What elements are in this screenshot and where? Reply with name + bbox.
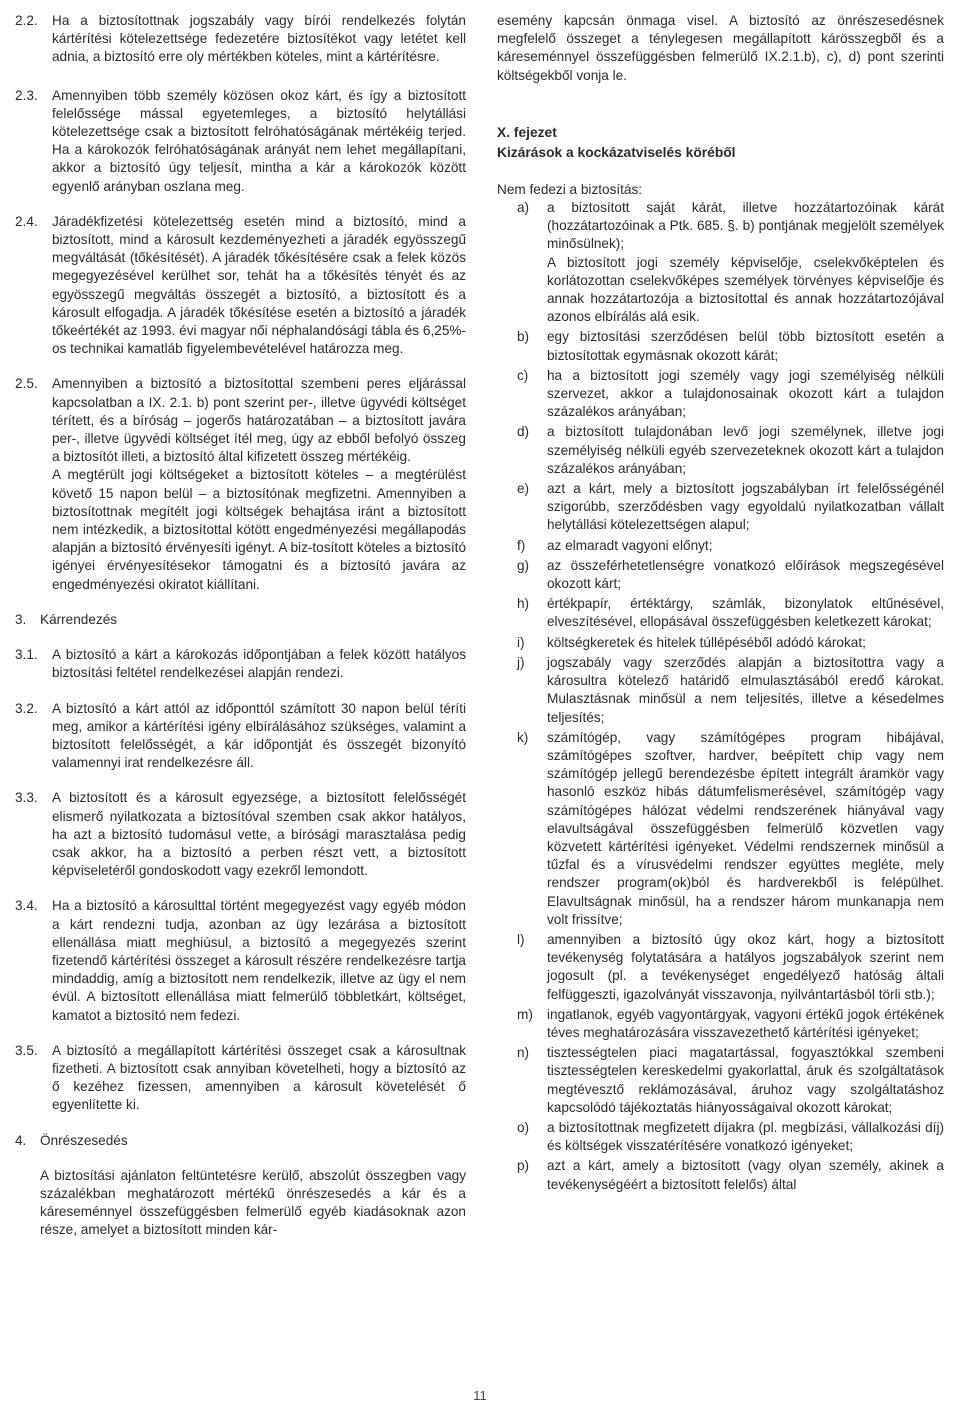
exclusions-list — [497, 199, 944, 1194]
page-number: 11 — [473, 1388, 487, 1403]
heading-number: 4. — [15, 1132, 27, 1148]
heading-3 — [15, 611, 466, 629]
list-item — [497, 480, 944, 535]
section-text: A biztosított és a károsult egyezsége, a biztosított felelősségét elismerő nyilatkozata a biztosítóval szemben csak akkor hatályos, ha azt a biztosító tudomásul vette, a bírósági marasztalása pedig csak akkor, ha a biztosító a perben részt vett, a biztosított képviseletéről gondoskodott vagy ezekről lemondott. — [52, 790, 466, 879]
section-text: Amennyiben a biztosító a biztosítottal szembeni peres eljárással kapcsolatban a IX. 2.1. b) pont szerint per-, illetve ügyvédi költséget térített, és a bíróság – jogerős határozatában – a biztosított javára per-, illetve ügyvédi költséget ítél meg, úgy az ebből befolyó összeg a biztosítót illeti, a biztosító által kifizetett összeg mértékéig. — [52, 376, 466, 465]
section-text: Ha a biztosító a károsulttal történt megegyezést vagy egyéb módon a kárt rendezni tudja, azonban az ügy lezárása a biztosított ellenállása miatt meghiúsul, a biztosító a megegyezés szerint fizetendő kártérítési összeget a károsult részére rendelkezésre tartja mindaddig, amíg a biztosított nem rendelkezik, illetve az ügy el nem évül. A biztosított ellenállása miatt felmerülő többletkárt, költséget, kamatot a biztosító nem fedezi. — [52, 898, 466, 1023]
list-item-subtext: A biztosított jogi személy képviselője, cselekvőképtelen és korlátozottan cselekvőképes személyek törvényes képviselője és annak hozzátartozója a biztosítottal és annak hozzátartozójával azonos elbírálás alá esik. — [547, 254, 944, 325]
list-item-label: g) — [517, 557, 530, 573]
list-item-label: n) — [517, 1045, 530, 1061]
list-item — [497, 1119, 944, 1155]
list-item-label: o) — [517, 1119, 530, 1135]
section-number: 3.4. — [15, 898, 38, 914]
list-item — [497, 1157, 944, 1193]
list-item-label: e) — [517, 481, 530, 497]
section-text: Amennyiben több személy közösen okoz kárt, és így a biztosított felelőssége mással egyetemleges, a biztosító helytállási kötelezettsége csak a biztosított felróhatóságának mértékéig terjed. Ha a károkozók felróhatóságának arányát nem lehet megállapítani, akkor a biztosító úgy teljesít, mintha a kár a károkozók között egyenlő arányban oszlana meg. — [52, 87, 466, 194]
section-number: 3.2. — [15, 700, 38, 716]
section-3-2 — [15, 700, 466, 773]
heading-text: Önrészesedés — [40, 1132, 128, 1148]
list-item-text: költségkeretek és hitelek túllépéséből adódó károkat; — [547, 634, 866, 650]
left-column — [15, 12, 466, 1240]
list-item-text: ha a biztosított jogi személy vagy jogi személyiség nélküli szervezet, akkor a tulajdonosainak okozott kárt a tulajdon százalékos arányában; — [547, 367, 944, 420]
list-item-text: ingatlanok, egyéb vagyontárgyak, vagyoni értékű jogok értékének téves meghatározására visszavezethető kártérítési igényeket; — [547, 1006, 944, 1040]
right-column — [497, 12, 944, 1196]
list-item-text: értékpapír, értéktárgy, számlák, bizonylatok eltűnésével, elveszítésével, ellopásával összefüggésben keletkezett károkat; — [547, 596, 944, 630]
list-item — [497, 423, 944, 478]
section-3-5 — [15, 1042, 466, 1115]
list-item-text: a biztosított saját kárát, illetve hozzátartozóinak kárát (hozzátartozóinak a Ptk. 685. §. b) pontjának megjelölt személyek minősülnek); — [547, 200, 944, 252]
list-item — [497, 1006, 944, 1042]
list-item — [497, 367, 944, 422]
section-text: A biztosító a kárt a károkozás időpontjában a felek között hatályos biztosítási feltétel rendelkezései alapján rendezi. — [52, 647, 466, 681]
list-item-label: a) — [517, 200, 530, 216]
list-item-label: f) — [517, 537, 526, 553]
list-item-label: k) — [517, 729, 529, 745]
section-number: 2.5. — [15, 376, 38, 392]
list-item-label: j) — [517, 654, 525, 670]
list-item-label: b) — [517, 329, 530, 345]
section-number: 3.1. — [15, 647, 38, 663]
list-item — [497, 595, 944, 631]
list-item — [497, 557, 944, 593]
list-item-label: i) — [517, 634, 525, 650]
list-item-text: a biztosítottnak megfizetett díjakra (pl. megbízási, vállalkozási díj) és költségek visszatérítésére vonatkozó igényeket; — [547, 1119, 944, 1154]
list-item-label: h) — [517, 596, 530, 612]
section-number: 2.3. — [15, 87, 38, 103]
section-3-3 — [15, 789, 466, 880]
section-2-3 — [15, 87, 466, 196]
section-3-1 — [15, 646, 466, 682]
list-item-text: jogszabály vagy szerződés alapján a biztosítottra vagy a károsultra kötelező határidő elmulasztásából eredő károkat. Mulasztásnak minősül a nem teljesítés, illetve a késedelmes teljesítés; — [547, 654, 944, 725]
list-item-label: c) — [517, 367, 529, 383]
section-2-2 — [15, 12, 466, 67]
list-item-text: amennyiben a biztosító úgy okoz kárt, hogy a biztosított tevékenység folytatására a hatályos jogszabályok szerint nem jogosult (pl. a tevékenységet engedélyező hatóság általi felfüggeszti, igazolványát visszavonja, nyilvántartásból törli stb.); — [547, 931, 944, 1002]
section-text: Ha a biztosítottnak jogszabály vagy bírói rendelkezés folytán kártérítési kötelezettsége fedezetére biztosítékot vagy letétet kell adnia, a biztosító erre oly mértékben köteles, mint a kártérítésre. — [52, 13, 466, 65]
list-item-text: egy biztosítási szerződésen belül több biztosított esetén a biztosítottak egymásnak okozott kárát; — [547, 329, 944, 363]
list-item — [497, 634, 944, 652]
section-text: Járadékfizetési kötelezettség esetén mind a biztosító, mind a biztosított, mind a károsult kezdeményezheti a járadék egyösszegű megváltását (tőkésítését). A járadék tőkésítésére csak a felek közös megegyezésével kerülhet sor, tehát ha a tőkésítés tényét és az egyösszegű megváltás összegét a biztosító, a biztosított és a károsult elfogadja. A járadék tőkésítése esetén a biztosító a járadék tőkeértékét az 1993. évi magyar női néphalandósági tábla és 6,25%-os technikai kamatláb figyelembevételével határozza meg. — [52, 213, 466, 357]
section-text-continued: A megtérült jogi költségeket a biztosított köteles – a megtérülést követő 15 napon belül – a biztosítónak megfizetni. Amennyiben a biztosítottnak megítélt jogi költségek behajtása iránt a biztosított nem intézkedik, a biztosítottal kötött engedményezési megállapodás alapján a biztosító érvényesíti igényt. A biz-tosított köteles a biztosító igényei érvényesítésekor támogatni és a biztosító javára az engedményezési okiratot kiállítani. — [52, 467, 466, 592]
list-item — [497, 537, 944, 555]
section-number: 2.4. — [15, 213, 38, 229]
exclusions-intro: Nem fedezi a biztosítás: — [497, 181, 643, 197]
heading-4 — [15, 1132, 466, 1150]
continued-paragraph: esemény kapcsán önmaga visel. A biztosító az önrészesedésnek megfelelő összeget a ténylegesen megállapított kárösszegből és a káreseménnyel összefüggésben felmerülő IX.2.1.b), c), d) pont szerinti költségekből vonja le. — [497, 13, 944, 83]
list-item-text: azt a kárt, mely a biztosított jogszabályban írt felelősségénél szigorúbb, szerződésben vagy egyoldalú nyilatkozatban vállalt helytállási kötelezettségen alapul; — [547, 481, 944, 533]
list-item-label: p) — [517, 1158, 530, 1174]
list-item-text: az összeférhetetlenségre vonatkozó előírások megszegésével okozott kárt; — [547, 557, 944, 592]
heading-text: Kárrendezés — [40, 611, 118, 627]
list-item-text: számítógép, vagy számítógépes program hibájával, számítógépes szoftver, hardver, beépített chip vagy nem számítógép jellegű berendezésbe épített integrált áramkör vagy hasonló eszköz hibás dátumfelismerésével, számítógép vagy számítógépes hálózat védelmi rendszerének hiányával vagy elavultságával összefüggésben felmerülő közvetlen vagy közvetett kártérítési igényeket. Védelmi rendszernek minősül a tűzfal és a vírusvédelmi rendszer együttes megléte, mely rendszer program(ok)ból és hardverekből is felépülhet. Elavultságnak minősül, ha a rendszer három munkanapja nem volt frissítve; — [547, 729, 944, 927]
list-item-label: m) — [517, 1006, 533, 1022]
section-number: 3.5. — [15, 1042, 38, 1058]
chapter-number: X. fejezet — [497, 124, 557, 140]
section-3-4 — [15, 897, 466, 1024]
section-2-5 — [15, 375, 466, 593]
list-item — [497, 729, 944, 929]
section-number: 3.3. — [15, 790, 38, 806]
list-item-text: tisztességtelen piaci magatartással, fogyasztókkal szembeni tisztességtelen kereskedelmi gyakorlattal, áruk és szolgáltatások megtévesztő reklámozásával, áruhoz vagy szolgáltatáshoz kapcsolódó tájékoztatás hiányosságaival okozott károkat; — [547, 1045, 944, 1115]
heading-number: 3. — [15, 611, 27, 627]
section-text: A biztosító a megállapított kártérítési összeget csak a károsultnak fizetheti. A biztosított csak annyiban követelheti, hogy a biztosító az ő kezéhez fizessen, amennyiben a károsult követelését ő egyenlítette ki. — [52, 1042, 466, 1113]
section-2-4 — [15, 213, 466, 359]
list-item-label: l) — [517, 931, 525, 947]
list-item — [497, 328, 944, 364]
paragraph-4: A biztosítási ajánlaton feltüntetésre kerülő, abszolút összegben vagy százalékban meghatározott mértékű önrészesedés a kár és a káreseménnyel összefüggésben felmerülő egyéb kiadásoknak azon része, amelyet a biztosított minden kár- — [40, 1167, 466, 1238]
list-item-text: az elmaradt vagyoni előnyt; — [547, 537, 713, 553]
list-item-text: azt a kárt, amely a biztosított (vagy olyan személy, akinek a tevékenységéért a biztosított felelős) által — [547, 1158, 944, 1192]
list-item-text: a biztosított tulajdonában levő jogi személynek, illetve jogi személyiség nélküli egyéb szervezeteknek okozott kárt a tulajdon százalékos arányában; — [547, 424, 944, 476]
section-number: 2.2. — [15, 13, 38, 28]
list-item — [497, 1044, 944, 1117]
chapter-title: Kizárások a kockázatviselés köréből — [497, 144, 736, 160]
list-item — [497, 199, 944, 326]
list-item-label: d) — [517, 424, 530, 440]
list-item — [497, 654, 944, 727]
list-item — [497, 931, 944, 1004]
section-text: A biztosító a kárt attól az időponttól számított 30 napon belül téríti meg, amikor a kártérítési igény elbírálásához szükséges, valamint a biztosított felelősségét, a kár időpontját és összegét bizonyító valamennyi irat rendelkezésre áll. — [52, 700, 466, 771]
